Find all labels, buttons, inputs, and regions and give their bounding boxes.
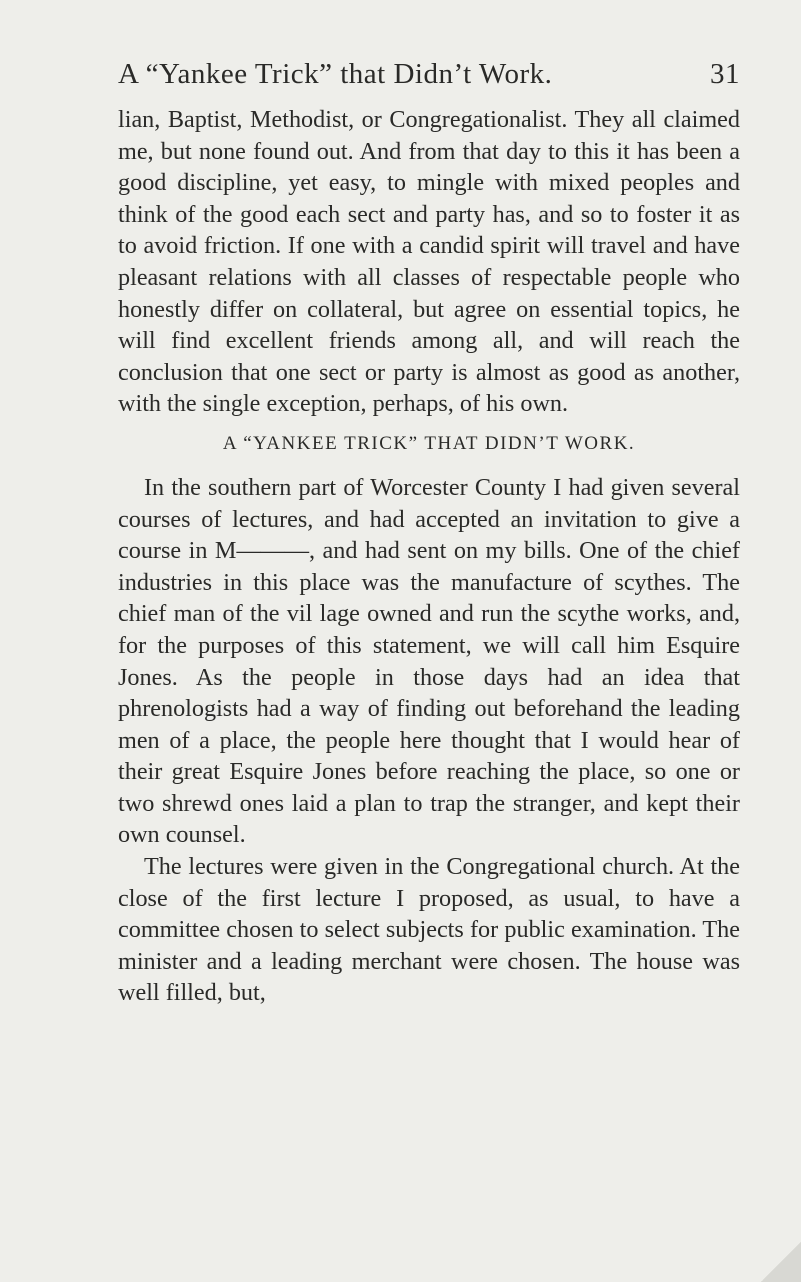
paragraph: In the southern part of Worcester County I had given several courses of lectures, and had accepted an invitation to give a course in M———, and had sent on my bills. One of the chief industries in this place was the manufacture of scythes. The chief man of the vil lage owned and run the scythe works, and, for the purposes of this statement, we will call him Esquire Jones. As the people in those days had an idea that phrenologists had a way of finding out beforehand the leading men of a place, the people here thought that I would hear of their great Esquire Jones before reaching the place, so one or two shrewd ones laid a plan to trap the stranger, and kept their own counsel. xyxy=(118,473,740,849)
paragraph: The lectures were given in the Congregational church. At the close of the first lecture I proposed, as usual, to have a committee chosen to select subjects for public examination. The minister and a leading merchant were chosen. The house was well filled, but, xyxy=(118,853,740,1007)
page-corner-fold xyxy=(761,1242,801,1282)
paragraph-continued: lian, Baptist, Methodist, or Congregationalist. They all claimed me, but none found out. And from that day to this it has been a good discipline, yet easy, to mingle with mixed peoples and think of the good each sect and party has, and so to foster it as to avoid friction. If one with a candid spirit will travel and have pleasant relations with all classes of respectable people who honestly differ on collateral, but agree on essential topics, he will find excellent friends among all, and will reach the conclusion that one sect or party is almost as good as another, with the single exception, perhaps, of his own. xyxy=(118,106,740,418)
running-head xyxy=(118,58,740,94)
section-heading: A “YANKEE TRICK” THAT DIDN’T WORK. xyxy=(222,432,636,454)
body-text xyxy=(118,104,740,1009)
running-head-title: A “Yankee Trick” that Didn’t Work. xyxy=(118,58,553,90)
page-number: 31 xyxy=(710,58,740,90)
